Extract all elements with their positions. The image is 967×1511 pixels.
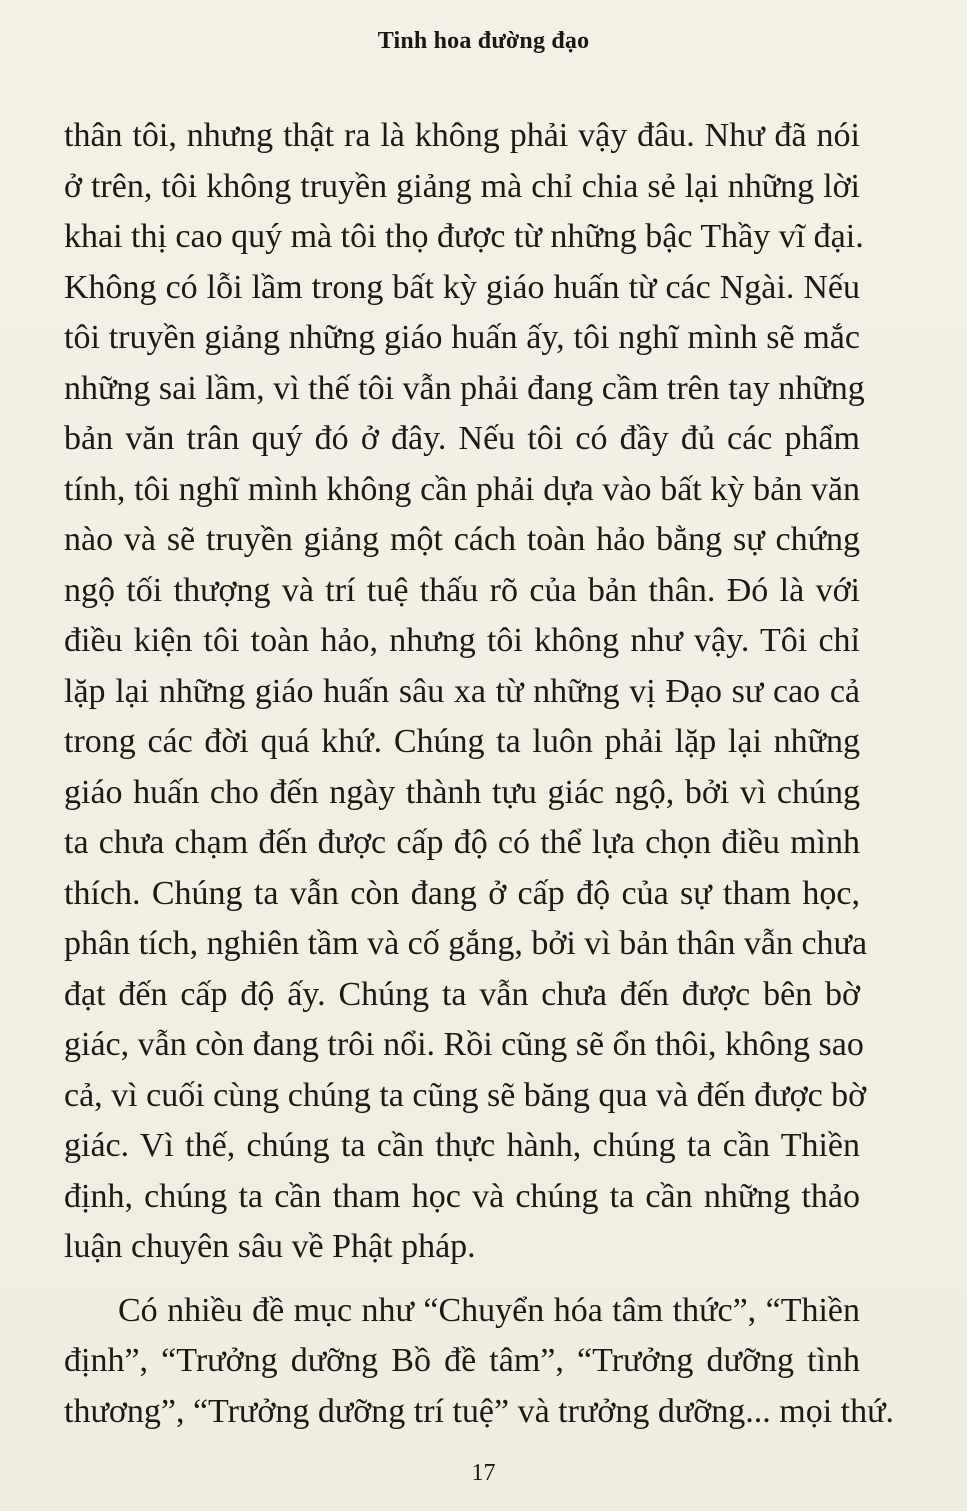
text-line: đạt đến cấp độ ấy. Chúng ta vẫn chưa đến được bên bờ [64,975,860,1013]
text-line: khai thị cao quý mà tôi thọ được từ những bậc Thầy vĩ đại. [64,218,864,255]
text-line: ngộ tối thượng và trí tuệ thấu rõ của bản thân. Đó là với [64,571,860,609]
text-line: phân tích, nghiên tầm và cố gắng, bởi vì bản thân vẫn chưa [64,925,868,962]
text-line: lặp lại những giáo huấn sâu xa từ những vị Đạo sư cao cả [64,672,860,710]
text-line: luận chuyên sâu về Phật pháp. [64,1228,476,1265]
text-line: Không có lỗi lầm trong bất kỳ giáo huấn từ các Ngài. Nếu [64,268,860,306]
paragraph [64,111,868,1273]
text-line: nào và sẽ truyền giảng một cách toàn hảo bằng sự chứng [64,521,860,558]
text-line: tính, tôi nghĩ mình không cần phải dựa vào bất kỳ bản văn [64,470,860,508]
text-line: ta chưa chạm đến được cấp độ có thể lựa chọn điều mình [64,824,860,861]
text-line: định”, “Trưởng dưỡng Bồ đề tâm”, “Trưởng dưỡng tình [64,1342,860,1379]
body-text [64,111,895,1437]
text-line: cả, vì cuối cùng chúng ta cũng sẽ băng qua và đến được bờ [64,1076,867,1114]
text-line: bản văn trân quý đó ở đây. Nếu tôi có đầy đủ các phẩm [64,420,860,457]
paragraph [64,1286,895,1438]
text-line: thân tôi, nhưng thật ra là không phải vậy đâu. Như đã nói [64,117,860,154]
text-line: giáo huấn cho đến ngày thành tựu giác ngộ, bởi vì chúng [64,773,860,811]
page-number: 17 [471,1460,496,1486]
text-line: tôi truyền giảng những giáo huấn ấy, tôi nghĩ mình sẽ mắc [64,319,860,356]
text-line: điều kiện tôi toàn hảo, nhưng tôi không như vậy. Tôi chỉ [64,622,860,659]
text-line: những sai lầm, vì thế tôi vẫn phải đang cầm trên tay những [64,369,865,407]
text-line: giác. Vì thế, chúng ta cần thực hành, chúng ta cần Thiền [64,1127,860,1164]
running-header: Tinh hoa đường đạo [377,28,590,54]
text-line: ở trên, tôi không truyền giảng mà chỉ chia sẻ lại những lời [64,167,860,205]
text-line: Có nhiều đề mục như “Chuyển hóa tâm thức”, “Thiền [118,1291,860,1329]
text-line: giác, vẫn còn đang trôi nổi. Rồi cũng sẽ ổn thôi, không sao [64,1026,864,1063]
text-line: định, chúng ta cần tham học và chúng ta cần những thảo [64,1177,860,1215]
text-line: thương”, “Trưởng dưỡng trí tuệ” và trưởng dưỡng... mọi thứ. [64,1392,895,1430]
paragraph-gap [64,1273,860,1286]
text-line: trong các đời quá khứ. Chúng ta luôn phải lặp lại những [64,723,860,760]
text-line: thích. Chúng ta vẫn còn đang ở cấp độ của sự tham học, [64,874,860,912]
